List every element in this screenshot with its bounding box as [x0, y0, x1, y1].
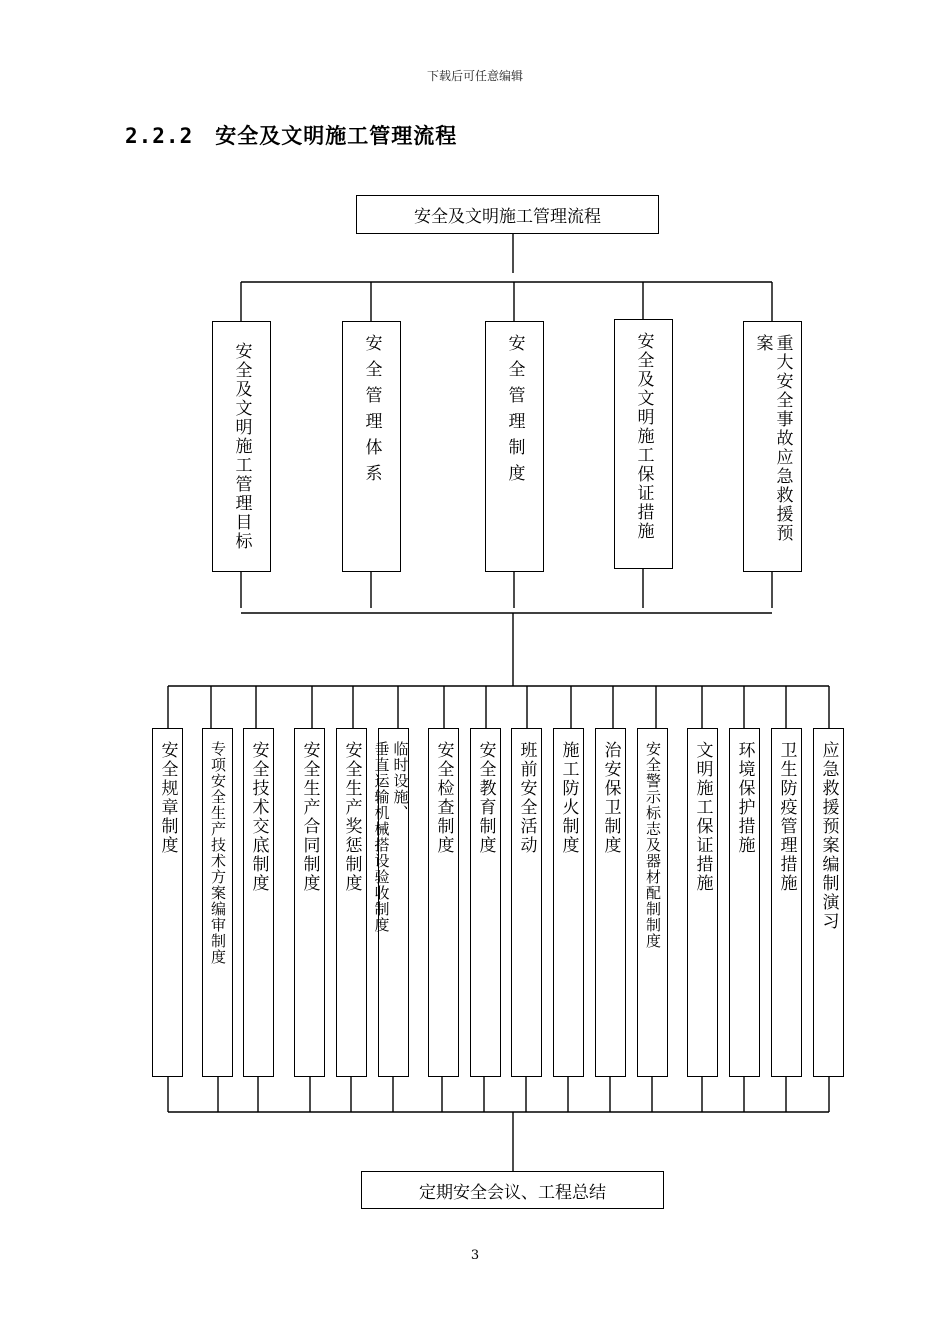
- level2-node: [687, 728, 718, 1077]
- level1-node-label-cont: 案: [752, 334, 773, 353]
- level2-node-label: 班前安全活动: [516, 741, 537, 855]
- level2-node: [152, 728, 183, 1077]
- level2-node-label: 临时设施、: [391, 741, 410, 821]
- level2-node: [595, 728, 626, 1077]
- level1-node-label: 安全及文明施工保证措施: [633, 332, 654, 541]
- level2-node-label: 安全警示标志及器材配制制度: [644, 741, 662, 949]
- section-title: 安全及文明施工管理流程: [215, 123, 458, 148]
- top-node-label: 安全及文明施工管理流程: [414, 207, 601, 227]
- level1-node-label: 重大安全事故应急救援预: [772, 334, 793, 543]
- level1-node-emergency-plan: [743, 321, 802, 572]
- level1-node-label: 安全及文明施工管理目标: [231, 342, 252, 551]
- level2-node: [202, 728, 233, 1077]
- page-number: 3: [470, 1248, 480, 1263]
- level2-node-label: 文明施工保证措施: [692, 741, 713, 893]
- level2-node-label: 卫生防疫管理措施: [776, 741, 797, 893]
- level1-node-rules: [485, 321, 544, 572]
- level2-node-label: 安全检查制度: [433, 741, 454, 855]
- level1-node-label: 安全管理体系: [361, 334, 382, 490]
- level1-node-system: [342, 321, 401, 572]
- top-node: [356, 195, 659, 234]
- level2-node-label: 安全规章制度: [157, 741, 178, 855]
- bottom-node: [361, 1171, 664, 1209]
- level2-node-label: 环境保护措施: [734, 741, 755, 855]
- level2-node: [553, 728, 584, 1077]
- level2-node-label: 安全技术交底制度: [248, 741, 269, 893]
- level2-node: [470, 728, 501, 1077]
- level2-node: [294, 728, 325, 1077]
- level2-node: [336, 728, 367, 1077]
- bottom-node-label: 定期安全会议、工程总结: [419, 1182, 606, 1203]
- level2-node: [372, 728, 410, 1077]
- page-header: 下载后可任意编辑: [426, 69, 523, 83]
- level2-node: [813, 728, 844, 1077]
- level2-node: [511, 728, 542, 1077]
- level2-node: [729, 728, 760, 1077]
- level2-node-label: 专项安全生产技术方案编审制度: [209, 741, 227, 965]
- level1-node-label: 安全管理制度: [504, 334, 525, 490]
- level2-node-label: 治安保卫制度: [600, 741, 621, 855]
- level2-node-label: 安全教育制度: [475, 741, 496, 855]
- level2-node-label: 安全生产奖惩制度: [341, 741, 362, 893]
- section-number: 2.2.2: [125, 124, 194, 148]
- level1-node-measures: [614, 319, 673, 569]
- level1-node-goal: [212, 321, 271, 572]
- level2-node-label: 安全生产合同制度: [299, 741, 320, 893]
- level2-node: [243, 728, 274, 1077]
- level2-node: [637, 728, 668, 1077]
- level2-node: [428, 728, 459, 1077]
- level2-node: [771, 728, 802, 1077]
- level2-node-label: 施工防火制度: [558, 741, 579, 855]
- level2-node-label: 应急救援预案编制演习: [818, 741, 839, 931]
- level2-node-label-cont: 垂直运输机械搭设验收制度: [372, 741, 391, 933]
